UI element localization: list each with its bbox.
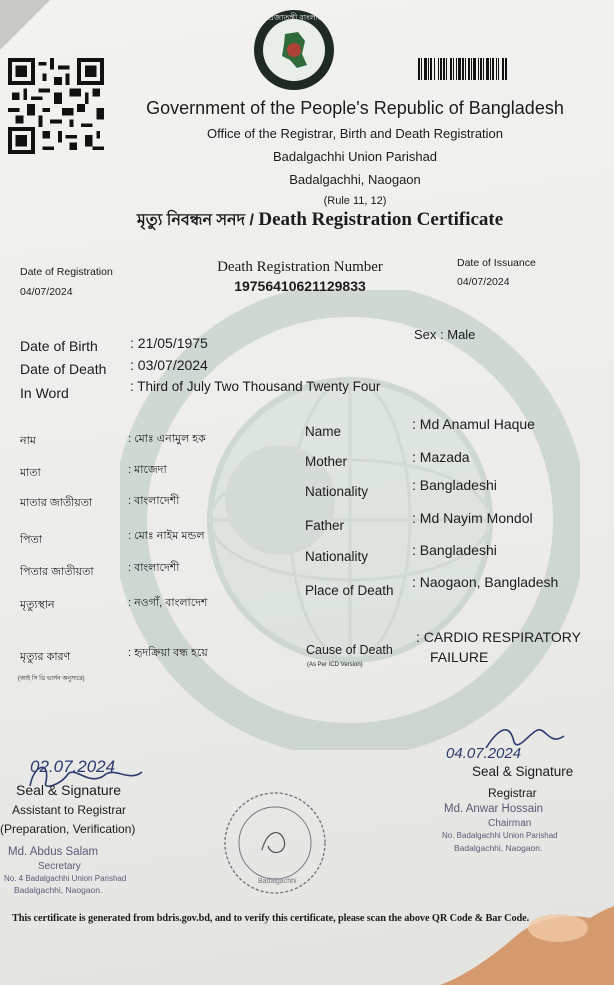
left-stamp-place: Badalgachhi, Naogaon. [14, 885, 103, 895]
barcode [418, 58, 582, 80]
left-role: Assistant to Registrar [12, 803, 127, 817]
registration-date-label: Date of Registration [20, 266, 113, 278]
inword-label: In Word [20, 385, 69, 401]
folded-corner [0, 0, 50, 50]
emblem-text-bottom: সরকার [282, 71, 305, 80]
right-stamp-title: Chairman [488, 818, 532, 829]
english-field-label: Nationality [305, 549, 369, 564]
bangla-cause-note: (আই সি ডি ভার্সন অনুসারে) [18, 676, 85, 682]
bangla-field-label: পিতা [20, 534, 43, 546]
english-field-value: : Md Nayim Mondol [412, 510, 533, 526]
office-title: Office of the Registrar, Birth and Death Registration [206, 126, 504, 141]
english-field-label: Name [305, 424, 342, 439]
english-field-value: : Mazada [412, 449, 470, 465]
registration-date-value: 04/07/2024 [20, 286, 73, 298]
bangla-field-value: : মোঃ এনামুল হক [128, 433, 206, 445]
right-stamp-name: Md. Anwar Hossain [444, 803, 544, 815]
registration-number: 19756410621129833 [234, 278, 366, 294]
left-role-detail: (Preparation, Verification) [0, 822, 136, 836]
bangla-field-label: মৃত্যুর কারণ [20, 651, 71, 663]
issuance-date-label: Date of Issuance [457, 257, 536, 269]
english-field-value: : Naogaon, Bangladesh [412, 574, 559, 590]
right-stamp-org: No. Badalgachhi Union Parishad [442, 831, 558, 840]
emblem-text-top: গণপ্রজাতন্ত্রী বাংলাদেশ [257, 13, 331, 22]
registration-number-label: Death Registration Number [217, 259, 383, 275]
right-stamp-place: Badalgachhi, Naogaon. [454, 843, 543, 853]
footer-note: This certificate is generated from bdris.gov.bd, and to verify this certificate, please scan the above QR Code & Bar Code. [12, 913, 530, 924]
bangla-field-value: : মোঃ নাইম মন্ডল [128, 530, 205, 542]
bangla-field-value: : বাংলাদেশী [128, 495, 180, 507]
certificate-title [60, 207, 580, 234]
left-stamp-name: Md. Abdus Salam [8, 846, 99, 858]
cause-of-death-label: Cause of Death [306, 643, 393, 657]
english-field-label: Father [305, 518, 345, 533]
left-seal-label: Seal & Signature [16, 782, 122, 798]
bangla-field-value: : বাংলাদেশী [128, 562, 180, 574]
bangla-field-label: মাতা [20, 467, 41, 479]
cause-of-death-value: : CARDIO RESPIRATORY [416, 629, 581, 645]
death-date-value: : 03/07/2024 [130, 357, 208, 373]
qr-code [8, 56, 104, 156]
bangla-field-label: মাতার জাতীয়তা [20, 497, 93, 509]
bangla-field-value: : নওগাঁ, বাংলাদেশ [128, 597, 208, 609]
bangla-field-label: মৃত্যুস্থান [20, 599, 55, 611]
english-field-value: : Bangladeshi [412, 477, 497, 493]
english-field-label: Place of Death [305, 583, 394, 598]
english-field-label: Mother [305, 454, 348, 469]
right-role: Registrar [488, 786, 537, 800]
cause-of-death-value-line2: FAILURE [430, 649, 489, 665]
right-seal-label: Seal & Signature [472, 764, 574, 779]
sex-field: Sex : Male [414, 327, 476, 342]
death-date-label: Date of Death [20, 361, 107, 377]
right-handwritten-date: 04.07.2024 [446, 745, 522, 762]
title-english: Death Registration Certificate [258, 209, 504, 230]
rule-text: (Rule 11, 12) [323, 195, 387, 207]
left-handwritten-date: 02.07.2024 [30, 757, 116, 776]
bangla-field-label: নাম [20, 435, 36, 447]
bangla-field-label: পিতার জাতীয়তা [20, 566, 94, 578]
bangla-field-value: : মাজেদা [128, 464, 167, 476]
center-seal-text: Badalgachhi [258, 878, 297, 885]
left-stamp-org: No. 4 Badalgachhi Union Parishad [4, 874, 127, 883]
thumb-in-photo [430, 906, 614, 985]
left-stamp-title: Secretary [38, 861, 81, 872]
union-parishad: Badalgachhi Union Parishad [272, 149, 438, 164]
birth-date-value: : 21/05/1975 [130, 335, 208, 351]
cause-icd-note: (As Per ICD Version) [307, 662, 363, 668]
bangla-field-value: : হৃদক্রিয়া বন্ধ হয়ে [128, 647, 208, 659]
inword-value: : Third of July Two Thousand Twenty Four [130, 379, 381, 394]
place-title: Badalgachhi, Naogaon [289, 172, 421, 187]
birth-date-label: Date of Birth [20, 338, 98, 354]
issuance-date-value: 04/07/2024 [457, 276, 510, 288]
english-field-label: Nationality [305, 484, 369, 499]
english-field-value: : Bangladeshi [412, 542, 497, 558]
english-field-value: : Md Anamul Haque [412, 416, 535, 432]
title-bangla: মৃত্যু নিবন্ধন সনদ / [136, 212, 259, 229]
government-title: Government of the People's Republic of Bangladesh [146, 98, 564, 118]
